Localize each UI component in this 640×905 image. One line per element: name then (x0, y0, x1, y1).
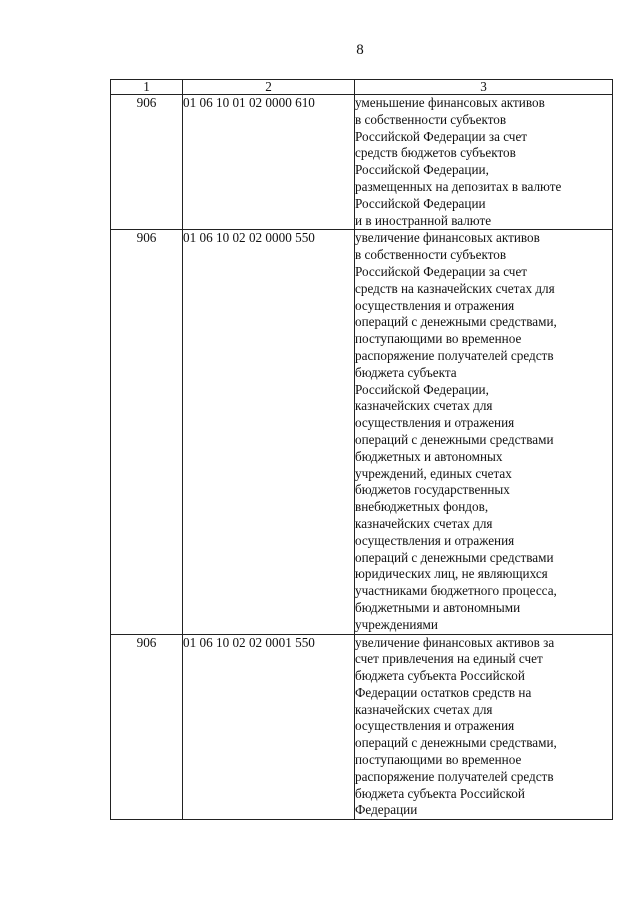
table-body (111, 95, 613, 820)
description-line: бюджета субъекта (355, 364, 457, 380)
table-header-row (111, 80, 613, 95)
description-line: осуществления и отражения (355, 532, 515, 548)
classification-code-cell: 01 06 10 01 02 0000 610 (183, 95, 355, 230)
description-line: осуществления и отражения (355, 415, 515, 431)
description-line: казначейских счетах для (355, 398, 493, 414)
description-line: и в иностранной валюте (355, 212, 492, 228)
description-line: учреждений, единых счетах (355, 465, 512, 481)
column-header-1: 1 (111, 80, 183, 95)
description-line: средств на казначейских счетах для (355, 280, 555, 296)
description-line: казначейских счетах для (355, 701, 493, 717)
description-line: бюджета субъекта Российской (355, 785, 525, 801)
admin-code-cell: 906 (111, 634, 183, 820)
description-line: распоряжение получателей средств (355, 768, 554, 784)
description-line: Российской Федерации, (355, 162, 489, 178)
page-number: 8 (356, 42, 364, 58)
description-line: в собственности субъектов (355, 111, 507, 127)
description-line: операций с денежными средствами (355, 431, 554, 447)
description-line: внебюджетных фондов, (355, 499, 489, 515)
table-row (111, 634, 613, 820)
column-header-2: 2 (183, 80, 355, 95)
admin-code-cell: 906 (111, 95, 183, 230)
description-line: операций с денежными средствами, (355, 314, 557, 330)
description-line: Российской Федерации за счет (355, 128, 528, 144)
description-line: Федерации (355, 802, 418, 818)
description-line: участниками бюджетного процесса, (355, 583, 557, 599)
description-line: Федерации остатков средств на (355, 684, 532, 700)
description-cell (355, 230, 613, 634)
table-row (111, 230, 613, 634)
classification-code-cell: 01 06 10 02 02 0000 550 (183, 230, 355, 634)
description-line: Российской Федерации за счет (355, 263, 528, 279)
description-line: операций с денежными средствами, (355, 735, 557, 751)
description-line: учреждениями (355, 616, 438, 632)
budget-classification-table (110, 79, 613, 820)
description-line: операций с денежными средствами (355, 549, 554, 565)
description-line: бюджета субъекта Российской (355, 668, 525, 684)
description-line: уменьшение финансовых активов (355, 95, 545, 110)
classification-code-cell: 01 06 10 02 02 0001 550 (183, 634, 355, 820)
description-line: Российской Федерации, (355, 381, 489, 397)
description-line: распоряжение получателей средств (355, 347, 554, 363)
description-line: увеличение финансовых активов (355, 230, 540, 246)
description-line: казначейских счетах для (355, 515, 493, 531)
description-line: бюджетных и автономных (355, 448, 503, 464)
description-line: бюджетными и автономными (355, 599, 521, 615)
column-header-3: 3 (355, 80, 613, 95)
description-line: размещенных на депозитах в валюте (355, 178, 562, 194)
description-line: увеличение финансовых активов за (355, 634, 555, 650)
description-line: средств бюджетов субъектов (355, 145, 516, 161)
description-line: Российской Федерации (355, 195, 486, 211)
description-line: юридических лиц, не являющихся (355, 566, 548, 582)
description-line: поступающими во временное (355, 752, 522, 768)
description-line: бюджетов государственных (355, 482, 510, 498)
description-line: счет привлечения на единый счет (355, 651, 543, 667)
table-row (111, 95, 613, 230)
description-line: в собственности субъектов (355, 247, 507, 263)
description-line: поступающими во временное (355, 331, 522, 347)
admin-code-cell: 906 (111, 230, 183, 634)
description-line: осуществления и отражения (355, 718, 515, 734)
description-line: осуществления и отражения (355, 297, 515, 313)
description-cell (355, 95, 613, 230)
description-cell (355, 634, 613, 820)
